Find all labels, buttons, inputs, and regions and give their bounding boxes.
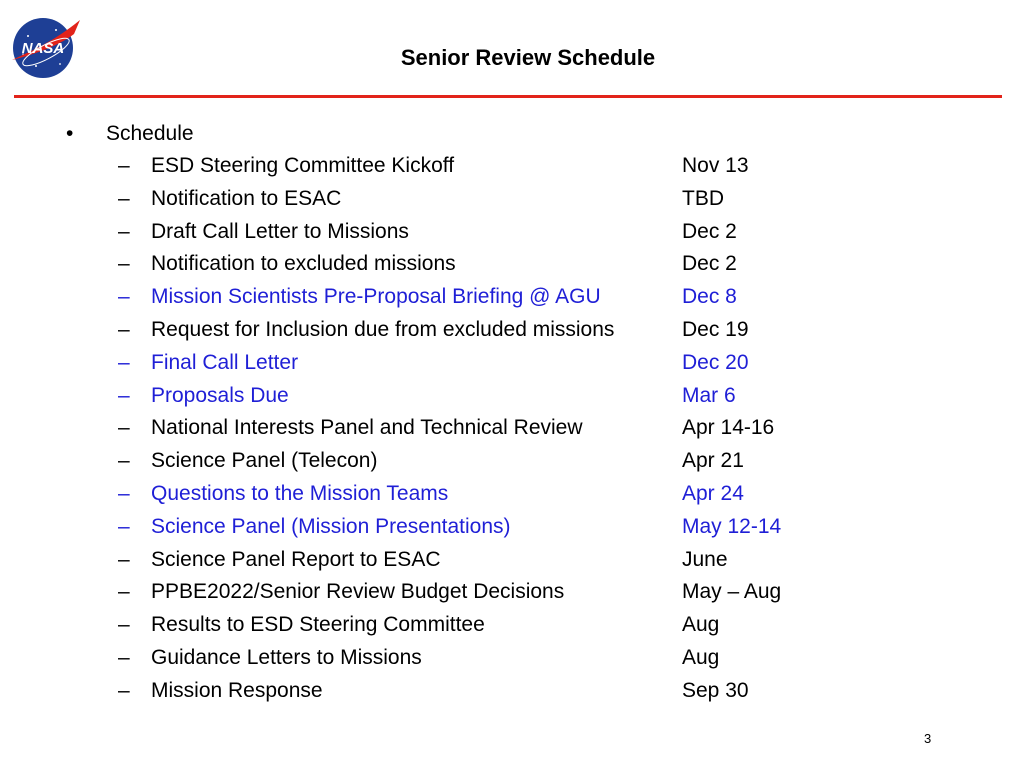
schedule-item-date: Apr 21: [682, 449, 744, 473]
schedule-item: [118, 480, 918, 513]
schedule-item: [118, 677, 918, 710]
schedule-item: [118, 185, 918, 218]
schedule-item-label: Science Panel (Telecon): [151, 449, 378, 473]
schedule-item: [118, 218, 918, 251]
dash-icon: –: [118, 449, 130, 473]
schedule-item-label: National Interests Panel and Technical Review: [151, 416, 583, 440]
dash-icon: –: [118, 219, 130, 243]
bullet-label: Schedule: [106, 122, 194, 145]
schedule-item-date: Dec 2: [682, 252, 737, 276]
schedule-item-label: Guidance Letters to Missions: [151, 645, 422, 669]
dash-icon: –: [118, 154, 130, 177]
schedule-item-date: May – Aug: [682, 580, 782, 604]
schedule-item: [118, 250, 918, 283]
schedule-item-date: June: [682, 547, 728, 571]
page-title: Senior Review Schedule: [400, 45, 656, 70]
schedule-item-date: Dec 2: [682, 219, 737, 243]
schedule-item: [118, 283, 918, 316]
schedule-item: [118, 349, 918, 382]
schedule-item-date: Dec 8: [682, 285, 737, 309]
schedule-item-date: May 12-14: [682, 514, 782, 538]
schedule-item: [118, 578, 918, 611]
dash-icon: –: [118, 317, 130, 341]
dash-icon: –: [118, 514, 130, 538]
schedule-item-label: Notification to excluded missions: [151, 252, 456, 276]
schedule-item-label: Request for Inclusion due from excluded missions: [151, 317, 615, 341]
schedule-item-label: PPBE2022/Senior Review Budget Decisions: [151, 580, 565, 604]
dash-icon: –: [118, 252, 130, 276]
dash-icon: –: [118, 645, 130, 669]
schedule-item-date: Nov 13: [682, 154, 749, 177]
schedule-item-date: Dec 19: [682, 317, 749, 341]
schedule-item-label: ESD Steering Committee Kickoff: [151, 154, 455, 177]
schedule-item: [118, 546, 918, 579]
schedule-item-date: Apr 14-16: [682, 416, 775, 440]
dash-icon: –: [118, 547, 130, 571]
schedule-item-date: Dec 20: [682, 350, 749, 374]
dash-icon: –: [118, 678, 130, 702]
schedule-item: [118, 447, 918, 480]
nasa-logo-wordmark: NASA: [21, 40, 65, 57]
title-divider: [14, 95, 1002, 98]
schedule-item: [118, 611, 918, 644]
schedule-item-date: Aug: [682, 645, 720, 669]
schedule-item-label: Science Panel Report to ESAC: [151, 547, 441, 571]
schedule-item-date: Aug: [682, 613, 720, 637]
schedule-item: [118, 382, 918, 415]
dash-icon: –: [118, 350, 130, 374]
dash-icon: –: [118, 481, 130, 505]
schedule-item-date: TBD: [682, 186, 724, 210]
schedule-item-label: Notification to ESAC: [151, 186, 342, 210]
schedule-item-label: Results to ESD Steering Committee: [151, 613, 485, 637]
dash-icon: –: [118, 383, 130, 407]
dash-icon: –: [118, 285, 130, 309]
page-number: 3: [924, 731, 932, 746]
schedule-item: [118, 513, 918, 546]
schedule-item: [118, 152, 918, 185]
schedule-item-label: Mission Scientists Pre-Proposal Briefing @ AGU: [151, 285, 601, 309]
schedule-item-label: Mission Response: [151, 678, 323, 702]
schedule-item-label: Final Call Letter: [151, 350, 299, 374]
schedule-item-label: Draft Call Letter to Missions: [151, 219, 409, 243]
dash-icon: –: [118, 186, 130, 210]
bullet-icon: •: [66, 122, 74, 145]
schedule-item: [118, 644, 918, 677]
schedule-item: [118, 316, 918, 349]
dash-icon: –: [118, 416, 130, 440]
schedule-item-date: Mar 6: [682, 383, 736, 407]
schedule-list: [118, 152, 918, 710]
schedule-item-date: Apr 24: [682, 481, 744, 505]
dash-icon: –: [118, 580, 130, 604]
schedule-item-date: Sep 30: [682, 678, 749, 702]
schedule-item-label: Proposals Due: [151, 383, 289, 407]
schedule-item-label: Questions to the Mission Teams: [151, 481, 449, 505]
schedule-item: [118, 414, 918, 447]
bullet-schedule: [66, 120, 194, 148]
schedule-item-label: Science Panel (Mission Presentations): [151, 514, 511, 538]
dash-icon: –: [118, 613, 130, 637]
